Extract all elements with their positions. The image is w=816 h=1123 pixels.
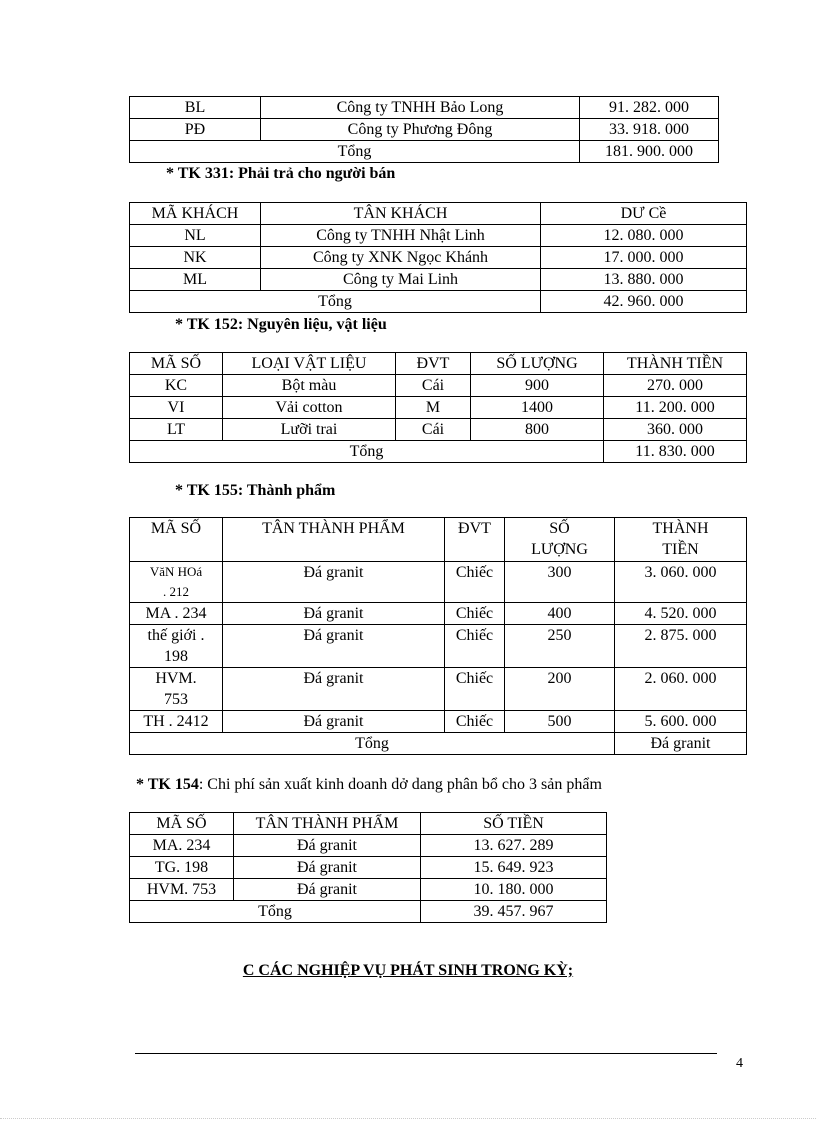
cell-qty: 250: [505, 625, 615, 668]
total-amount: Đá granit: [615, 733, 747, 755]
cell-amount: 3. 060. 000: [615, 562, 747, 603]
total-label: Tổng: [130, 441, 604, 463]
total-label: Tổng: [130, 291, 541, 313]
page-number: 4: [736, 1056, 743, 1071]
column-header: THÀNH TIỀN: [615, 518, 747, 562]
receivables-table: [129, 96, 719, 163]
cell-unit: M: [396, 397, 471, 419]
total-amount: 39. 457. 967: [421, 901, 607, 923]
cell-code: MA . 234: [130, 603, 223, 625]
heading-tk331: * TK 331: Phải trả cho người bán: [166, 165, 396, 182]
table-row: [130, 397, 747, 419]
cell-name: Công ty Phương Đông: [261, 119, 580, 141]
cell-name: Vải cotton: [223, 397, 396, 419]
column-header: TÂN THÀNH PHẨM: [223, 518, 445, 562]
table-row: [130, 625, 747, 668]
cell-code: HVM. 753: [130, 668, 223, 711]
cell-code: BL: [130, 97, 261, 119]
cell-amount: 10. 180. 000: [421, 879, 607, 901]
column-header: DƯ Cề: [541, 203, 747, 225]
table-row: [130, 603, 747, 625]
cell-code: VăN HOá . 212: [130, 562, 223, 603]
cell-name: Đá granit: [223, 603, 445, 625]
table-row: [130, 225, 747, 247]
total-row: [130, 733, 747, 755]
column-header: ĐVT: [445, 518, 505, 562]
column-header: MÃ SỐ: [130, 353, 223, 375]
cell-qty: 800: [471, 419, 604, 441]
header-row: [130, 353, 747, 375]
column-header: MÃ KHÁCH: [130, 203, 261, 225]
cell-amount: 270. 000: [604, 375, 747, 397]
cell-amount: 360. 000: [604, 419, 747, 441]
cell-qty: 900: [471, 375, 604, 397]
cell-name: Bột màu: [223, 375, 396, 397]
cell-code: HVM. 753: [130, 879, 234, 901]
cell-unit: Chiếc: [445, 562, 505, 603]
cell-code: VI: [130, 397, 223, 419]
cell-name: Đá granit: [223, 711, 445, 733]
column-header: SỐ TIỀN: [421, 813, 607, 835]
cell-name: Đá granit: [223, 668, 445, 711]
column-header: SỐ LƯỢNG: [505, 518, 615, 562]
column-header: MÃ SỐ: [130, 518, 223, 562]
cell-code: TH . 2412: [130, 711, 223, 733]
cell-unit: Chiếc: [445, 668, 505, 711]
total-row: [130, 291, 747, 313]
heading-tk154: [136, 776, 602, 794]
column-header: MÃ SỐ: [130, 813, 234, 835]
cell-amount: 11. 200. 000: [604, 397, 747, 419]
table-row: [130, 711, 747, 733]
cell-qty: 400: [505, 603, 615, 625]
cell-qty: 300: [505, 562, 615, 603]
table-row: [130, 119, 719, 141]
table-row: [130, 247, 747, 269]
finished-goods-table: [129, 517, 747, 755]
cell-name: Đá granit: [234, 857, 421, 879]
cell-amount: 15. 649. 923: [421, 857, 607, 879]
cell-code: NK: [130, 247, 261, 269]
cell-amount: 12. 080. 000: [541, 225, 747, 247]
column-header: TÂN KHÁCH: [261, 203, 541, 225]
materials-table: [129, 352, 747, 463]
cell-unit: Chiếc: [445, 625, 505, 668]
cell-qty: 1400: [471, 397, 604, 419]
heading-tk154-text: : Chi phí sản xuất kinh doanh dở dang phân bổ cho 3 sản phẩm: [198, 776, 602, 793]
cell-code: PĐ: [130, 119, 261, 141]
cell-amount: 13. 880. 000: [541, 269, 747, 291]
total-amount: 11. 830. 000: [604, 441, 747, 463]
cell-amount: 2. 060. 000: [615, 668, 747, 711]
header-row: [130, 518, 747, 562]
total-row: [130, 441, 747, 463]
column-header: LOẠI VẬT LIỆU: [223, 353, 396, 375]
cell-unit: Chiếc: [445, 603, 505, 625]
wip-allocation-table: [129, 812, 607, 923]
footer-divider: [135, 1053, 717, 1054]
table-row: [130, 419, 747, 441]
table-row: [130, 835, 607, 857]
heading-tk155: * TK 155: Thành phẩm: [175, 482, 336, 499]
cell-amount: 91. 282. 000: [580, 97, 719, 119]
total-label: Tổng: [130, 901, 421, 923]
total-label: Tổng: [130, 141, 580, 163]
header-row: [130, 203, 747, 225]
cell-qty: 500: [505, 711, 615, 733]
column-header: SỐ LƯỢNG: [471, 353, 604, 375]
cell-unit: Chiếc: [445, 711, 505, 733]
cell-amount: 5. 600. 000: [615, 711, 747, 733]
cell-name: Đá granit: [234, 879, 421, 901]
cell-code: LT: [130, 419, 223, 441]
cell-amount: 4. 520. 000: [615, 603, 747, 625]
column-header: TÂN THÀNH PHẨM: [234, 813, 421, 835]
cell-name: Lưỡi trai: [223, 419, 396, 441]
payables-table: [129, 202, 747, 313]
table-row: [130, 97, 719, 119]
cell-code: MA. 234: [130, 835, 234, 857]
total-label: Tổng: [130, 733, 615, 755]
cell-amount: 13. 627. 289: [421, 835, 607, 857]
section-title: C CÁC NGHIỆP VỤ PHÁT SINH TRONG KỲ;: [242, 962, 574, 979]
cell-amount: 17. 000. 000: [541, 247, 747, 269]
cell-name: Đá granit: [223, 625, 445, 668]
table-row: [130, 668, 747, 711]
total-row: [130, 141, 719, 163]
heading-tk152: * TK 152: Nguyên liệu, vật liệu: [175, 316, 387, 333]
column-header: THÀNH TIỀN: [604, 353, 747, 375]
cell-unit: Cái: [396, 375, 471, 397]
cell-code: TG. 198: [130, 857, 234, 879]
total-amount: 181. 900. 000: [580, 141, 719, 163]
heading-tk154-label: * TK 154: [136, 776, 199, 793]
table-row: [130, 375, 747, 397]
table-row: [130, 562, 747, 603]
table-row: [130, 857, 607, 879]
cell-name: Công ty Mai Linh: [261, 269, 541, 291]
cell-code: NL: [130, 225, 261, 247]
cell-name: Đá granit: [234, 835, 421, 857]
cell-amount: 2. 875. 000: [615, 625, 747, 668]
cell-unit: Cái: [396, 419, 471, 441]
cell-code: ML: [130, 269, 261, 291]
cell-code: thế giới . 198: [130, 625, 223, 668]
cell-code: KC: [130, 375, 223, 397]
total-amount: 42. 960. 000: [541, 291, 747, 313]
header-row: [130, 813, 607, 835]
cell-amount: 33. 918. 000: [580, 119, 719, 141]
table-row: [130, 269, 747, 291]
column-header: ĐVT: [396, 353, 471, 375]
cell-name: Công ty TNHH Nhật Linh: [261, 225, 541, 247]
total-row: [130, 901, 607, 923]
table-row: [130, 879, 607, 901]
cell-name: Công ty TNHH Bảo Long: [261, 97, 580, 119]
cell-name: Công ty XNK Ngọc Khánh: [261, 247, 541, 269]
cell-qty: 200: [505, 668, 615, 711]
cell-name: Đá granit: [223, 562, 445, 603]
page-edge: [0, 1118, 816, 1119]
